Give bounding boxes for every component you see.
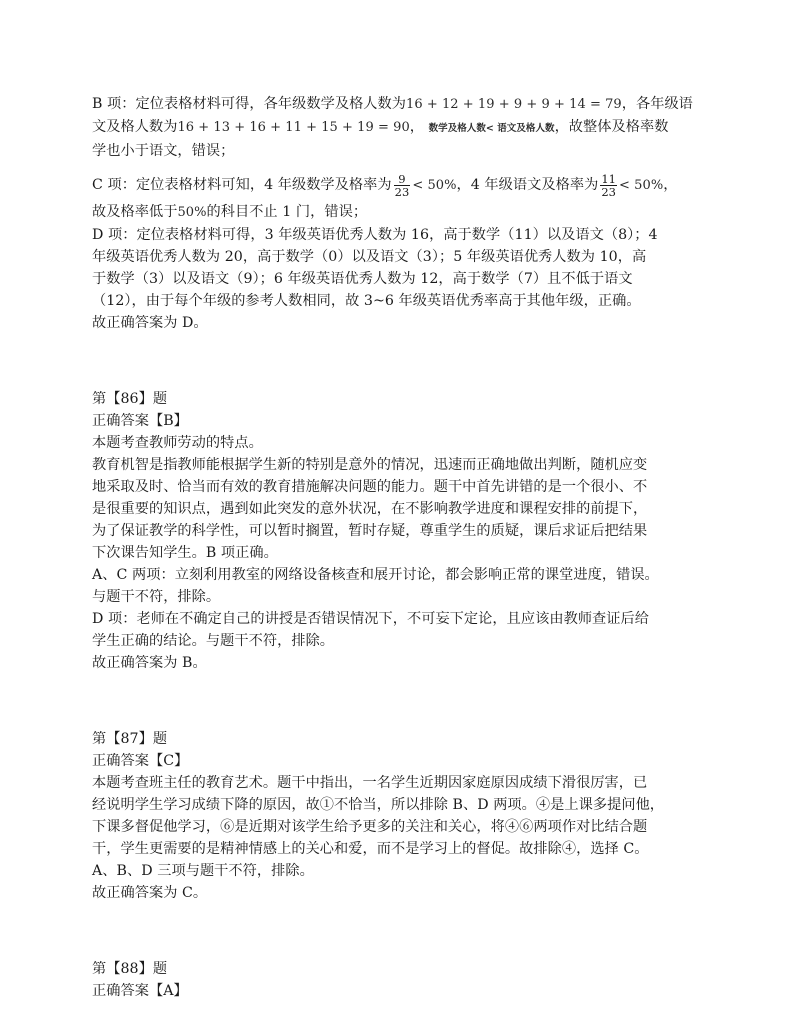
math-expression: < 50% [619, 178, 664, 193]
spacer [92, 334, 720, 388]
question-87-answer: 正确答案【C】 [92, 753, 189, 769]
explanation-line: 下次课告知学生。B 项正确。 [92, 545, 278, 561]
explanation-line: 故正确答案为 B。 [92, 655, 207, 671]
spacer [92, 904, 720, 958]
explanation-line: 为了保证教学的科学性，可以暂时搁置，暂时存疑，尊重学生的质疑，课后求证后把结果 [92, 523, 648, 539]
question-87-title: 第【87】题 [92, 731, 168, 747]
option-d-line-2: 年级英语优秀人数为 20，高于数学（0）以及语文（3）；5 年级英语优秀人数为 10，高 [92, 249, 647, 265]
explanation-line: 本题考查班主任的教育艺术。题干中指出，一名学生近期因家庭原因成绩下滑很厉害，已 [92, 775, 648, 791]
fraction [600, 173, 617, 198]
explanation-line: A、B、D 三项与题干不符，排除。 [92, 863, 314, 879]
document-page [92, 93, 720, 1002]
option-d-line-1: D 项：定位表格材料可得，3 年级英语优秀人数为 16，高于数学（11）以及语文（8）；4 [92, 227, 658, 243]
math-expression: 16 + 12 + 19 + 9 + 9 + 14 = 79 [406, 97, 622, 112]
question-88-title: 第【88】题 [92, 961, 168, 977]
fraction-numerator: 11 [601, 171, 617, 186]
math-expression: 50% [177, 205, 207, 220]
math-comparison: 数学及格人数< 语文及格人数 [428, 123, 555, 134]
option-c-line-1 [92, 170, 720, 201]
explanation-line: 与题干不符，排除。 [92, 589, 221, 605]
explanation-line: 是很重要的知识点，遇到如此突发的意外状况，在不影响教学进度和课程安排的前提下， [92, 501, 648, 517]
explanation-line: 教育机智是指教师能根据学生新的特别是意外的情况，迅速而正确地做出判断，随机应变 [92, 457, 648, 473]
text: C 项：定位表格材料可知，4 年级数学及格率为 [92, 177, 392, 193]
option-c-line-2 [92, 201, 720, 224]
question-86-answer: 正确答案【B】 [92, 413, 188, 429]
fraction [394, 173, 411, 198]
question-88-answer: 正确答案【A】 [92, 983, 188, 999]
explanation-line: D 项：老师在不确定自己的讲授是否错误情况下，不可妄下定论，且应该由教师查证后给 [92, 611, 650, 627]
explanation-line: 本题考查教师劳动的特点。 [92, 435, 263, 451]
fraction-denominator: 23 [394, 184, 410, 199]
text: 故及格率低于 [92, 204, 178, 220]
question-86-explanation [92, 432, 720, 674]
text: ，故整体及格率数 [554, 119, 669, 135]
explanation-line: 学生正确的结论。与题干不符，排除。 [92, 633, 335, 649]
text: 文及格人数为 [92, 119, 178, 135]
math-expression: 16 + 13 + 16 + 11 + 15 + 19 = 90 [177, 120, 410, 135]
text: 的科目不止 1 门，错误； [206, 204, 368, 220]
option-d-line-3: 于数学（3）以及语文（9）；6 年级英语优秀人数为 12，高于数学（7）且不低于语文 [92, 271, 633, 287]
final-answer-line: 故正确答案为 D。 [92, 315, 208, 331]
math-expression: < 50% [412, 178, 457, 193]
option-b-line-1 [92, 93, 720, 116]
explanation-line: 经说明学生学习成绩下降的原因，故①不恰当，所以排除 B、D 两项。④是上课多提问他， [92, 797, 665, 813]
explanation-line: 下课多督促他学习，⑥是近期对该学生给予更多的关注和关心，将④⑥两项作对比结合题 [92, 819, 648, 835]
explanation-line: 干，学生更需要的是精神情感上的关心和爱，而不是学习上的督促。故排除④，选择 C。 [92, 841, 649, 857]
question-87-explanation [92, 772, 720, 904]
question-86-title: 第【86】题 [92, 391, 168, 407]
text: ， [663, 177, 678, 193]
spacer [92, 674, 720, 728]
fraction-denominator: 23 [601, 184, 617, 199]
explanation-line: 地采取及时、恰当而有效的教育措施解决问题的能力。题干中首先讲错的是一个很小、不 [92, 479, 648, 495]
option-b-line-2 [92, 116, 720, 140]
text: ，4 年级语文及格率为 [456, 177, 599, 193]
explanation-line: 故正确答案为 C。 [92, 885, 208, 901]
text: B 项：定位表格材料可得，各年级数学及格人数为 [92, 96, 407, 112]
text: ， [409, 119, 425, 135]
option-d-line-4: （12），由于每个年级的参考人数相同，故 3~6 年级英语优秀率高于其他年级，正确。 [92, 293, 641, 309]
text: ，各年级语 [621, 96, 693, 112]
fraction-numerator: 9 [394, 173, 411, 186]
option-b-line-3: 学也小于语文，错误； [92, 143, 235, 159]
explanation-line: A、C 两项：立刻利用教室的网络设备核查和展开讨论，都会影响正常的课堂进度，错误。 [92, 567, 659, 583]
